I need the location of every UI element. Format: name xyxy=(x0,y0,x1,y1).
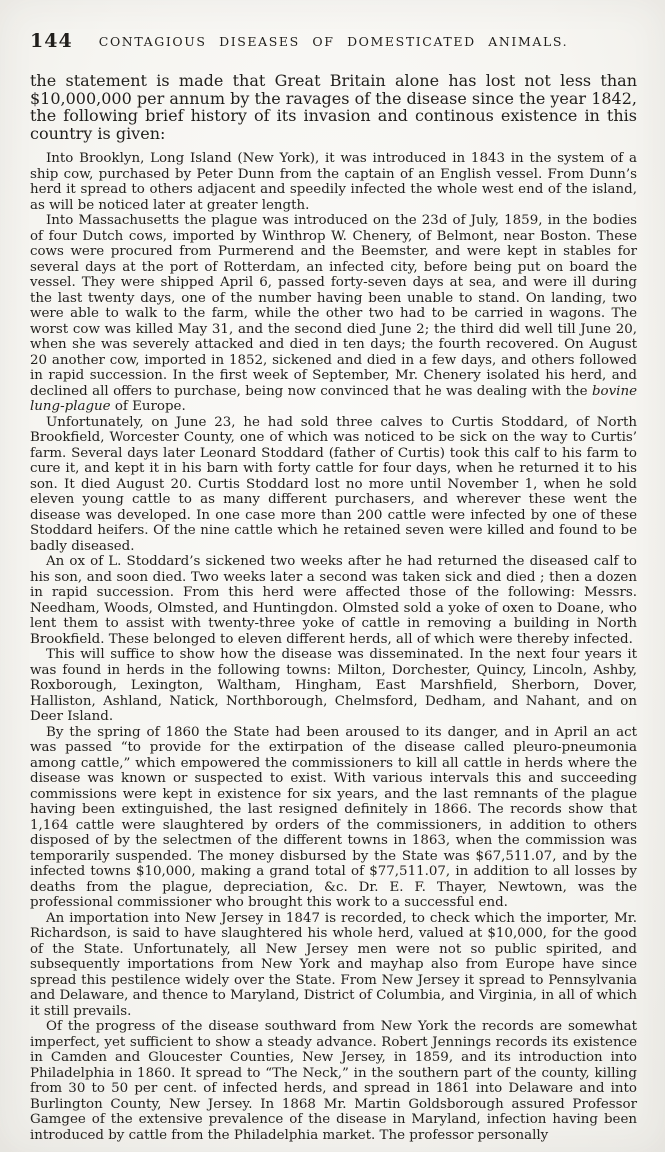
paragraph-segment: Into Massachusetts the plague was introduced on the 23d of July, 1859, in the bodies of four Dutch cows, imported by Winthrop W. Chenery, of Belmont, near Boston. These cows were procured from Purmerend and the Beemster, and were kept in stables for several days at the port of Rotterdam, an infected city, before being put on board the vessel. They were shipped April 6, passed forty-seven days at sea, and were ill during the last twenty days, one of the number having been unable to stand. On landing, two were able to walk to the farm, while the other two had to be carried in wagons. The worst cow was killed May 31, and the second died June 2; the third did well till June 20, when she was severely attacked and died in ten days; the fourth recovered. On August 20 another cow, imported in 1852, sickened and died in a few days, and others followed in rapid succession. In the first week of September, Mr. Chenery isolated his herd, and declined all offers to purchase, being now convinced that he was dealing with the xyxy=(30,213,637,399)
paragraph-segment-italic: bovine lung-plague xyxy=(30,383,637,415)
paragraph-1860-act: By the spring of 1860 the State had been aroused to its danger, and in April an act was passed “to provide for the extirpation of the disease called pleuro-pneumonia among cattle,” which empowered the commissioners to kill all cattle in herds where the disease was known or suspected to exist. With various intervals this and succeeding commissions were kept in existence for six years, and the last remnants of the plague having been extinguished, the last resigned definitely in 1866. The records show that 1,164 cattle were slaughtered by orders of the commissioners, in addition to others disposed of by the selectmen of the different towns in 1863, when the commission was temporarily suspended. The money disbursed by the State was $67,511.07, and by the infected towns $10,000, making a grand total of $77,511.07, in addition to all losses by deaths from the plague, depreciation, &c. Dr. E. F. Thayer, Newtown, was the professional commissioner who brought this work to a successful end. xyxy=(30,724,637,911)
running-head xyxy=(30,30,637,56)
running-title: CONTAGIOUS DISEASES OF DOMESTICATED ANIMALS. xyxy=(98,34,569,49)
paragraph-southward-progress: Of the progress of the disease southward from New York the records are somewhat imperfect, yet sufficient to show a steady advance. Robert Jennings records its existence in Camden and Gloucester Counties, New Jersey, in 1859, and its introduction into Philadelphia in 1860. It spread to “The Neck,” in the southern part of the county, killing from 30 to 50 per cent. of infected herds, and spread in 1861 into Delaware and into Burlington County, New Jersey. In 1868 Mr. Martin Goldsborough assured Professor Gamgee of the extensive prevalence of the disease in Maryland, infection having been introduced by cattle from the Philadelphia market. The professor personally xyxy=(30,1019,637,1143)
paragraph-segment: of Europe. xyxy=(110,399,186,415)
paragraph-brooklyn: Into Brooklyn, Long Island (New York), it was introduced in 1843 in the system of a ship cow, purchased by Peter Dunn from the captain of an English vessel. From Dunn’s herd it spread to others adjacent and speedily infected the whole west end of the island, as will be noticed later at greater length. xyxy=(30,151,637,213)
paragraph-new-jersey: An importation into New Jersey in 1847 is recorded, to check which the importer, Mr. Richardson, is said to have slaughtered his whole herd, valued at $10,000, for the good of the State. Unfortunately, all New Jersey men were not so public spirited, and subsequently importations from New York and mayhap also from Europe have since spread this pestilence widely over the State. From New Jersey it spread to Pennsylvania and Delaware, and thence to Maryland, District of Columbia, and Virginia, in all of which it still prevails. xyxy=(30,910,637,1019)
paragraph-stoddard-ox: An ox of L. Stoddard’s sickened two weeks after he had returned the diseased calf to his son, and soon died. Two weeks later a second was taken sick and died ; then a dozen in rapid succession. From this herd were affected those of the following: Messrs. Needham, Woods, Olmsted, and Huntingdon. Olmsted sold a yoke of oxen to Doane, who lent them to assist with twenty-three yoke of cattle in removing a building in North Brookfield. These belonged to eleven different herds, all of which were thereby infected. xyxy=(30,554,637,647)
page-number: 144 xyxy=(30,30,73,52)
paragraph-stoddard-calves: Unfortunately, on June 23, he had sold three calves to Curtis Stoddard, of North Brookfield, Worcester County, one of which was noticed to be sick on the way to Curtis’ farm. Several days later Leonard Stoddard (father of Curtis) took this calf to his farm to cure it, and kept it in his barn with forty cattle for four days, when he returned it to his son. It died August 20. Curtis Stoddard lost no more until November 1, when he sold eleven young cattle to as many different purchasers, and wherever these went the disease was developed. In one case more than 200 cattle were infected by one of these Stoddard heifers. Of the nine cattle which he retained seven were killed and found to be badly diseased. xyxy=(30,414,637,554)
paragraph-massachusetts xyxy=(30,213,637,415)
intro-paragraph: the statement is made that Great Britain alone has lost not less than $10,000,000 per annum by the ravages of the disease since the year 1842, the following brief history of its invasion and continous existence in this country is given: xyxy=(30,71,637,143)
paragraph-towns-list: This will suffice to show how the disease was disseminated. In the next four years it was found in herds in the following towns: Milton, Dorchester, Quincy, Lincoln, Ashby, Roxborough, Lexington, Waltham, Hingham, East Marshfield, Sherborn, Dover, Halliston, Ashland, Natick, Northborough, Chelmsford, Dedham, and Nahant, and on Deer Island. xyxy=(30,647,637,725)
